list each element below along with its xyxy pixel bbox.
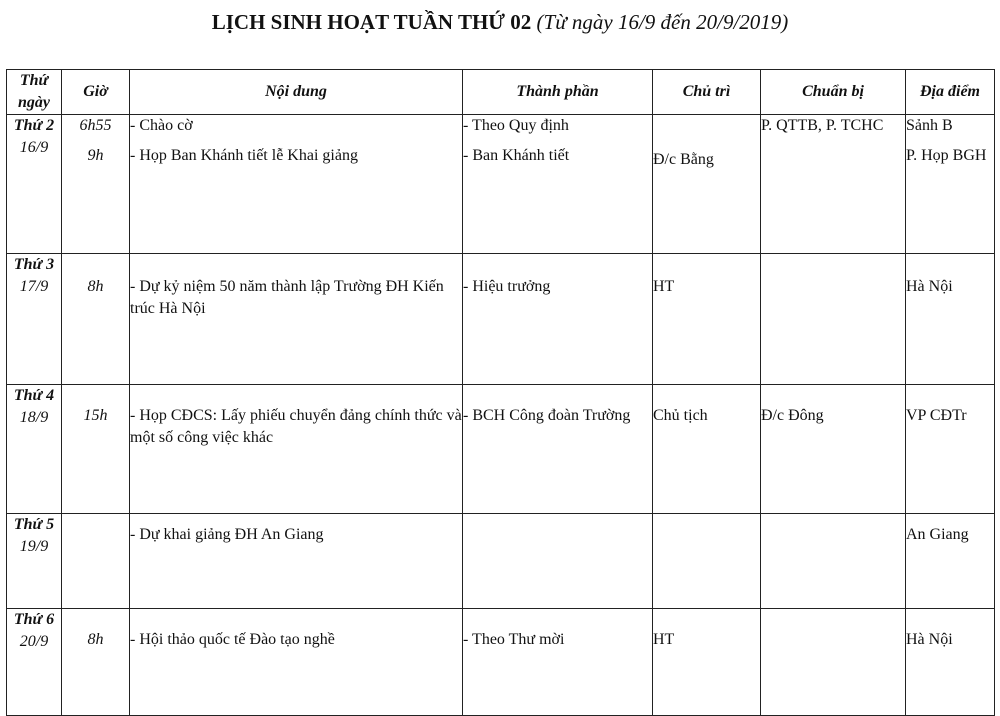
col-header-day-line1: Thứ [19,72,49,89]
day-date: 16/9 [19,139,49,156]
content-cell [130,609,463,716]
table-row [7,514,995,609]
host-cell [653,514,761,609]
host-cell [653,254,761,385]
host-cell [653,115,761,254]
content-item: - Chào cờ [130,117,193,134]
day-date: 20/9 [19,633,49,650]
venue-item: Sảnh B [906,117,953,134]
content-item: - Dự khai giảng ĐH An Giang [130,526,324,543]
col-header-venue: Địa điểm [906,70,995,115]
col-header-host: Chủ trì [653,70,761,115]
col-header-content: Nội dung [130,70,463,115]
venue-cell [906,385,995,514]
venue-item: An Giang [906,526,969,543]
venue-cell [906,609,995,716]
col-header-time: Giờ [62,70,130,115]
day-name: Thứ 5 [13,516,55,533]
prep-cell [761,254,906,385]
day-name: Thứ 6 [13,611,55,628]
time-cell [62,254,130,385]
time-value: 6h55 [79,117,112,134]
table-row [7,115,995,254]
time-value: 8h [87,631,104,648]
title-date-range: (Từ ngày 16/9 đến 20/9/2019) [536,10,789,34]
participants-cell [463,115,653,254]
content-item: - Dự kỷ niệm 50 năm thành lập Trường ĐH Kiến trúc Hà Nội [130,278,444,317]
content-item: - Hội thảo quốc tế Đào tạo nghề [130,631,335,648]
participants-cell [463,609,653,716]
time-value: 9h [87,147,104,164]
host-value: Đ/c Bằng [653,151,714,168]
day-date: 19/9 [19,538,49,555]
header-row [7,70,995,115]
prep-cell [761,115,906,254]
content-item: - Họp Ban Khánh tiết lễ Khai giảng [130,147,358,164]
host-value: HT [653,631,675,648]
participants-cell [463,514,653,609]
table-row [7,385,995,514]
day-cell [7,385,62,514]
venue-item: P. Họp BGH [906,147,987,164]
time-value: 15h [83,407,108,424]
participants-item: - Ban Khánh tiết [463,147,570,164]
day-date: 18/9 [19,409,49,426]
venue-cell [906,514,995,609]
host-value: HT [653,278,675,295]
time-value: 8h [87,278,104,295]
prep-cell [761,514,906,609]
prep-cell [761,385,906,514]
prep-value: Đ/c Đông [761,407,824,424]
time-cell [62,385,130,514]
participants-item: - Theo Thư mời [463,631,565,648]
day-cell [7,115,62,254]
table-row [7,609,995,716]
venue-item: VP CĐTr [906,407,967,424]
participants-item: - Hiệu trưởng [463,278,551,295]
time-cell [62,609,130,716]
time-cell [62,514,130,609]
day-name: Thứ 4 [13,387,55,404]
venue-item: Hà Nội [906,278,953,295]
participants-cell [463,254,653,385]
content-item: - Họp CĐCS: Lấy phiếu chuyển đảng chính thức và một số công việc khác [130,407,462,446]
day-date: 17/9 [19,278,49,295]
content-cell [130,385,463,514]
prep-value: P. QTTB, P. TCHC [761,117,884,134]
participants-cell [463,385,653,514]
day-name: Thứ 3 [13,256,55,273]
page-title [0,8,1000,36]
content-cell [130,115,463,254]
day-cell [7,514,62,609]
time-cell [62,115,130,254]
col-header-day [7,70,62,115]
day-cell [7,254,62,385]
venue-cell [906,115,995,254]
venue-item: Hà Nội [906,631,953,648]
col-header-participants: Thành phần [463,70,653,115]
content-cell [130,254,463,385]
col-header-day-line2: ngày [18,94,50,111]
host-cell [653,385,761,514]
day-name: Thứ 2 [13,117,55,134]
title-main: LỊCH SINH HOẠT TUẦN THỨ 02 [211,10,532,34]
col-header-prep: Chuẩn bị [761,70,906,115]
day-cell [7,609,62,716]
schedule-table [6,69,995,716]
content-cell [130,514,463,609]
host-cell [653,609,761,716]
venue-cell [906,254,995,385]
participants-item: - Theo Quy định [463,117,569,134]
prep-cell [761,609,906,716]
table-row [7,254,995,385]
participants-item: - BCH Công đoàn Trường [463,407,631,424]
host-value: Chủ tịch [653,407,708,424]
